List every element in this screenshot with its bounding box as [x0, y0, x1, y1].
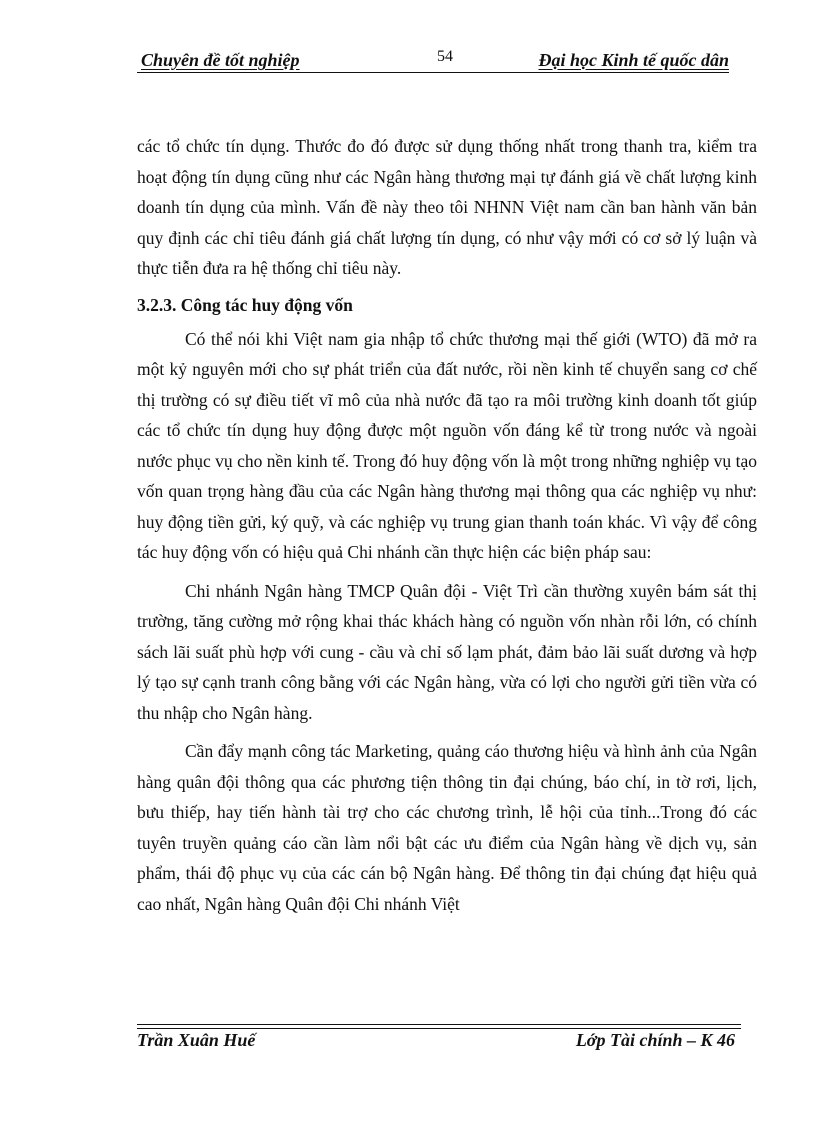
- section-heading: 3.2.3. Công tác huy động vốn: [137, 294, 353, 315]
- header-document-type: Chuyên đề tốt nghiệp: [141, 50, 300, 70]
- page-header: [137, 46, 729, 74]
- paragraph-marketing: Cần đẩy mạnh công tác Marketing, quảng cáo thương hiệu và hình ảnh của Ngân hàng quân đội thông qua các phương tiện thông tin đại chúng, báo chí, in tờ rơi, lịch, bưu thiếp, hay tiến hành tài trợ cho các chương trình, lễ hội của tỉnh...Trong đó các tuyên truyền quảng cáo cần làm nổi bật các ưu điểm của Ngân hàng về dịch vụ, sản phẩm, thái độ phục vụ của các cán bộ Ngân hàng. Để thông tin đại chúng đạt hiệu quả cao nhất, Ngân hàng Quân đội Chi nhánh Việt: [137, 741, 757, 914]
- paragraph-capital-mobilization: Có thể nói khi Việt nam gia nhập tổ chức thương mại thế giới (WTO) đã mở ra một kỷ nguyên mới cho sự phát triển của đất nước, rồi nền kinh tế chuyển sang cơ chế thị trường có sự điều tiết vĩ mô của nhà nước đã tạo ra môi trường kinh doanh tốt giúp các tổ chức tín dụng huy động được một nguồn vốn đáng kể từ trong nước và ngoài nước phục vụ cho nền kinh tế. Trong đó huy động vốn là một trong những nghiệp vụ tạo vốn quan trọng hàng đầu của các Ngân hàng thương mại thông qua các nghiệp vụ như: huy động tiền gửi, ký quỹ, và các nghiệp vụ trung gian thanh toán khác. Vì vậy để công tác huy động vốn có hiệu quả Chi nhánh cần thực hiện các biện pháp sau:: [137, 328, 757, 562]
- page-footer: [137, 1030, 741, 1058]
- header-divider: [137, 72, 729, 73]
- paragraph-continuation: các tổ chức tín dụng. Thước đo đó được sử dụng thống nhất trong thanh tra, kiểm tra hoạt động tín dụng cũng như các Ngân hàng thương mại tự đánh giá về chất lượng kinh doanh tín dụng của mình. Vấn đề này theo tôi NHNN Việt nam cần ban hành văn bản quy định các chỉ tiêu đánh giá chất lượng tín dụng, có như vậy mới có cơ sở lý luận và thực tiễn đưa ra hệ thống chỉ tiêu này.: [137, 136, 757, 278]
- page-body: [137, 131, 757, 919]
- footer-author: Trần Xuân Huế: [137, 1030, 256, 1050]
- footer-class: Lớp Tài chính – K 46: [575, 1030, 735, 1050]
- footer-divider-top: [137, 1024, 741, 1025]
- paragraph-market-policy: Chi nhánh Ngân hàng TMCP Quân đội - Việt Trì cần thường xuyên bám sát thị trường, tăng cường mở rộng khai thác khách hàng có nguồn vốn nhàn rỗi lớn, có chính sách lãi suất phù hợp với cung - cầu và chỉ số lạm phát, đảm bảo lãi suất dương và hợp lý tạo sự cạnh tranh công bằng với các Ngân hàng, vừa có lợi cho người gửi tiền vừa có thu nhập cho Ngân hàng.: [137, 580, 757, 723]
- footer-divider-bottom: [137, 1028, 741, 1029]
- header-university: Đại học Kinh tế quốc dân: [538, 50, 729, 70]
- page-number: 54: [437, 48, 453, 65]
